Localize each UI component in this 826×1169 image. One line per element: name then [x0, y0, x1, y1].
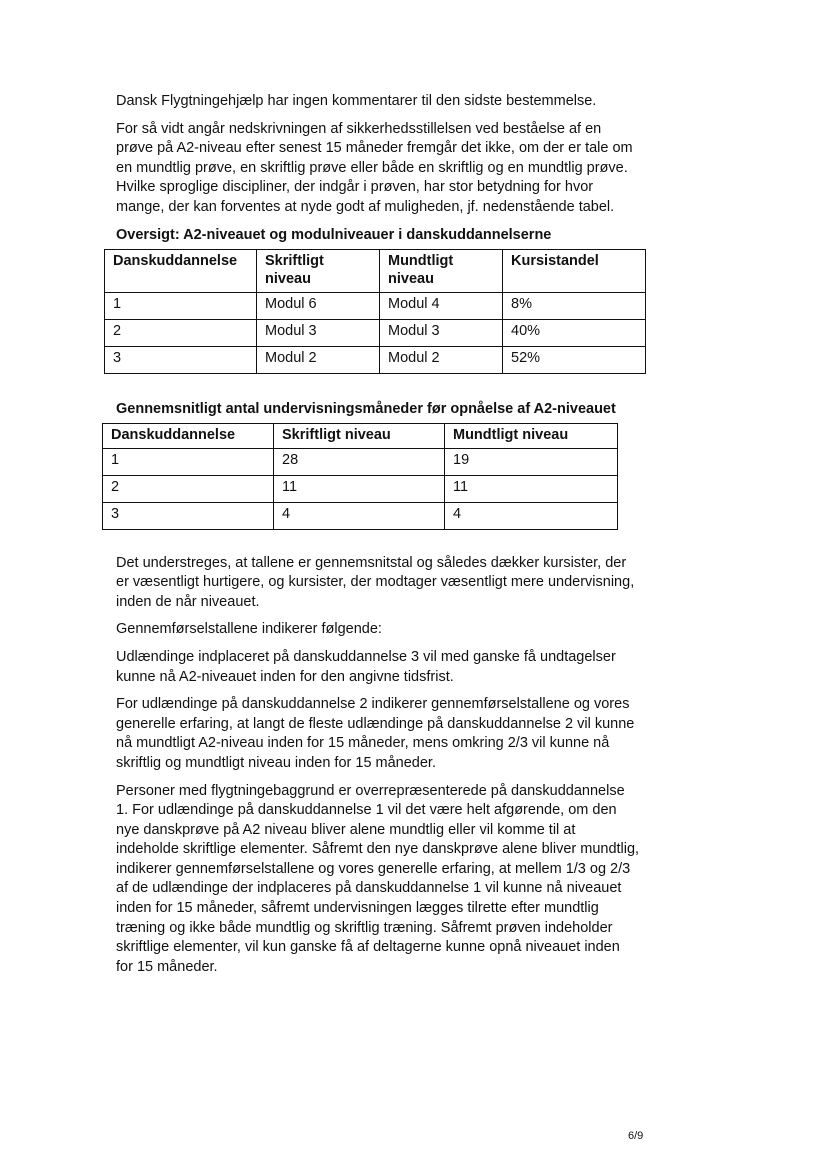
- table-cell: Modul 2: [380, 346, 503, 373]
- table-cell: Modul 3: [257, 319, 380, 346]
- table-cell: 28: [274, 448, 445, 475]
- page-number: 6/9: [628, 1130, 644, 1142]
- table-header-row: [105, 249, 646, 292]
- table-cell: 3: [105, 346, 257, 373]
- table-cell: 52%: [503, 346, 646, 373]
- table-cell: 2: [105, 319, 257, 346]
- table-cell: 4: [445, 502, 618, 529]
- table-header-cell: Mundtligt niveau: [380, 249, 503, 292]
- table-header-cell: Danskuddannelse: [103, 423, 274, 448]
- table-cell: 1: [105, 292, 257, 319]
- table-cell: 11: [445, 475, 618, 502]
- paragraph: Personer med flygtningebaggrund er overrepræsenterede på danskuddannelse 1. For udlændinge på danskuddannelse 1 vil det være helt afgørende, om den nye danskprøve på A2 niveau bliver alene mundtlig eller vil komme til at indeholde skriftlige elementer. Såfremt den nye danskprøve alene bliver mundtlig, indikerer gennemførselstallene og vores generelle erfaring, at mellem 1/3 og 2/3 af de udlændinge der indplaceres på danskuddannelse 1 vil kunne nå niveauet inden for 15 måneder, såfremt undervisningen lægges tilrette efter mundtlig træning og ikke både mundtlig og skriftlig træning. Såfremt prøven indeholder skriftlige elementer, vil kun ganske få af deltagerne kunne opnå niveauet inden for 15 måneder.: [116, 782, 640, 975]
- table-header-cell: Mundtligt niveau: [445, 423, 618, 448]
- table-cell: 3: [103, 502, 274, 529]
- paragraph: For så vidt angår nedskrivningen af sikkerhedsstillelsen ved beståelse af en prøve på A2-niveau efter senest 15 måneder fremgår det ikke, om der er tale om en mundtlig prøve, en skriftlig prøve eller både en skriftlig og en mundtlig prøve. Hvilke sproglige discipliner, der indgår i prøven, har stor betydning for hvor mange, der kan forventes at nyde godt af muligheden, jf. nedenstående tabel.: [116, 120, 633, 215]
- table-header-row: [103, 423, 618, 448]
- page-content: [111, 92, 640, 985]
- table-header-cell: Danskuddannelse: [105, 249, 257, 292]
- table-cell: 2: [103, 475, 274, 502]
- modulniveau-table: [104, 249, 646, 374]
- paragraph: Gennemførselstallene indikerer følgende:: [116, 621, 382, 638]
- table-row: [105, 319, 646, 346]
- table-cell: Modul 6: [257, 292, 380, 319]
- table-row: [103, 448, 618, 475]
- table-cell: 4: [274, 502, 445, 529]
- table-header-cell: Skriftligt niveau: [274, 423, 445, 448]
- table-cell: Modul 3: [380, 319, 503, 346]
- table-row: [105, 346, 646, 373]
- paragraph: For udlændinge på danskuddannelse 2 indikerer gennemførselstallene og vores generelle erfaring, at langt de fleste udlændinge på danskuddannelse 2 vil kunne nå mundtligt A2-niveau inden for 15 måneder, mens omkring 2/3 vil kunne nå skriftlig og mundtligt niveau inden for 15 måneder.: [116, 696, 635, 771]
- paragraph: Dansk Flygtningehjælp har ingen kommentarer til den sidste bestemmelse.: [116, 93, 597, 109]
- undervisningsmaaneder-table: [102, 423, 618, 530]
- paragraph: Det understreges, at tallene er gennemsnitstal og således dækker kursister, der er væsentligt hurtigere, og kursister, der modtager væsentligt mere undervisning, inden de når niveauet.: [116, 554, 635, 610]
- table-row: [105, 292, 646, 319]
- table-cell: 1: [103, 448, 274, 475]
- table-row: [103, 475, 618, 502]
- table-header-cell: Kursistandel: [503, 249, 646, 292]
- table-cell: 8%: [503, 292, 646, 319]
- table1-title: Oversigt: A2-niveauet og modulniveauer i danskuddannelserne: [116, 226, 552, 243]
- table-cell: Modul 2: [257, 346, 380, 373]
- table-cell: 19: [445, 448, 618, 475]
- table2-title: Gennemsnitligt antal undervisningsmåneder før opnåelse af A2-niveauet: [116, 400, 616, 417]
- paragraph: Udlændinge indplaceret på danskuddannelse 3 vil med ganske få undtagelser kunne nå A2-niveauet inden for den angivne tidsfrist.: [116, 648, 616, 685]
- table-header-cell: Skriftligt niveau: [257, 249, 380, 292]
- table-cell: 40%: [503, 319, 646, 346]
- table-cell: 11: [274, 475, 445, 502]
- table-row: [103, 502, 618, 529]
- table-cell: Modul 4: [380, 292, 503, 319]
